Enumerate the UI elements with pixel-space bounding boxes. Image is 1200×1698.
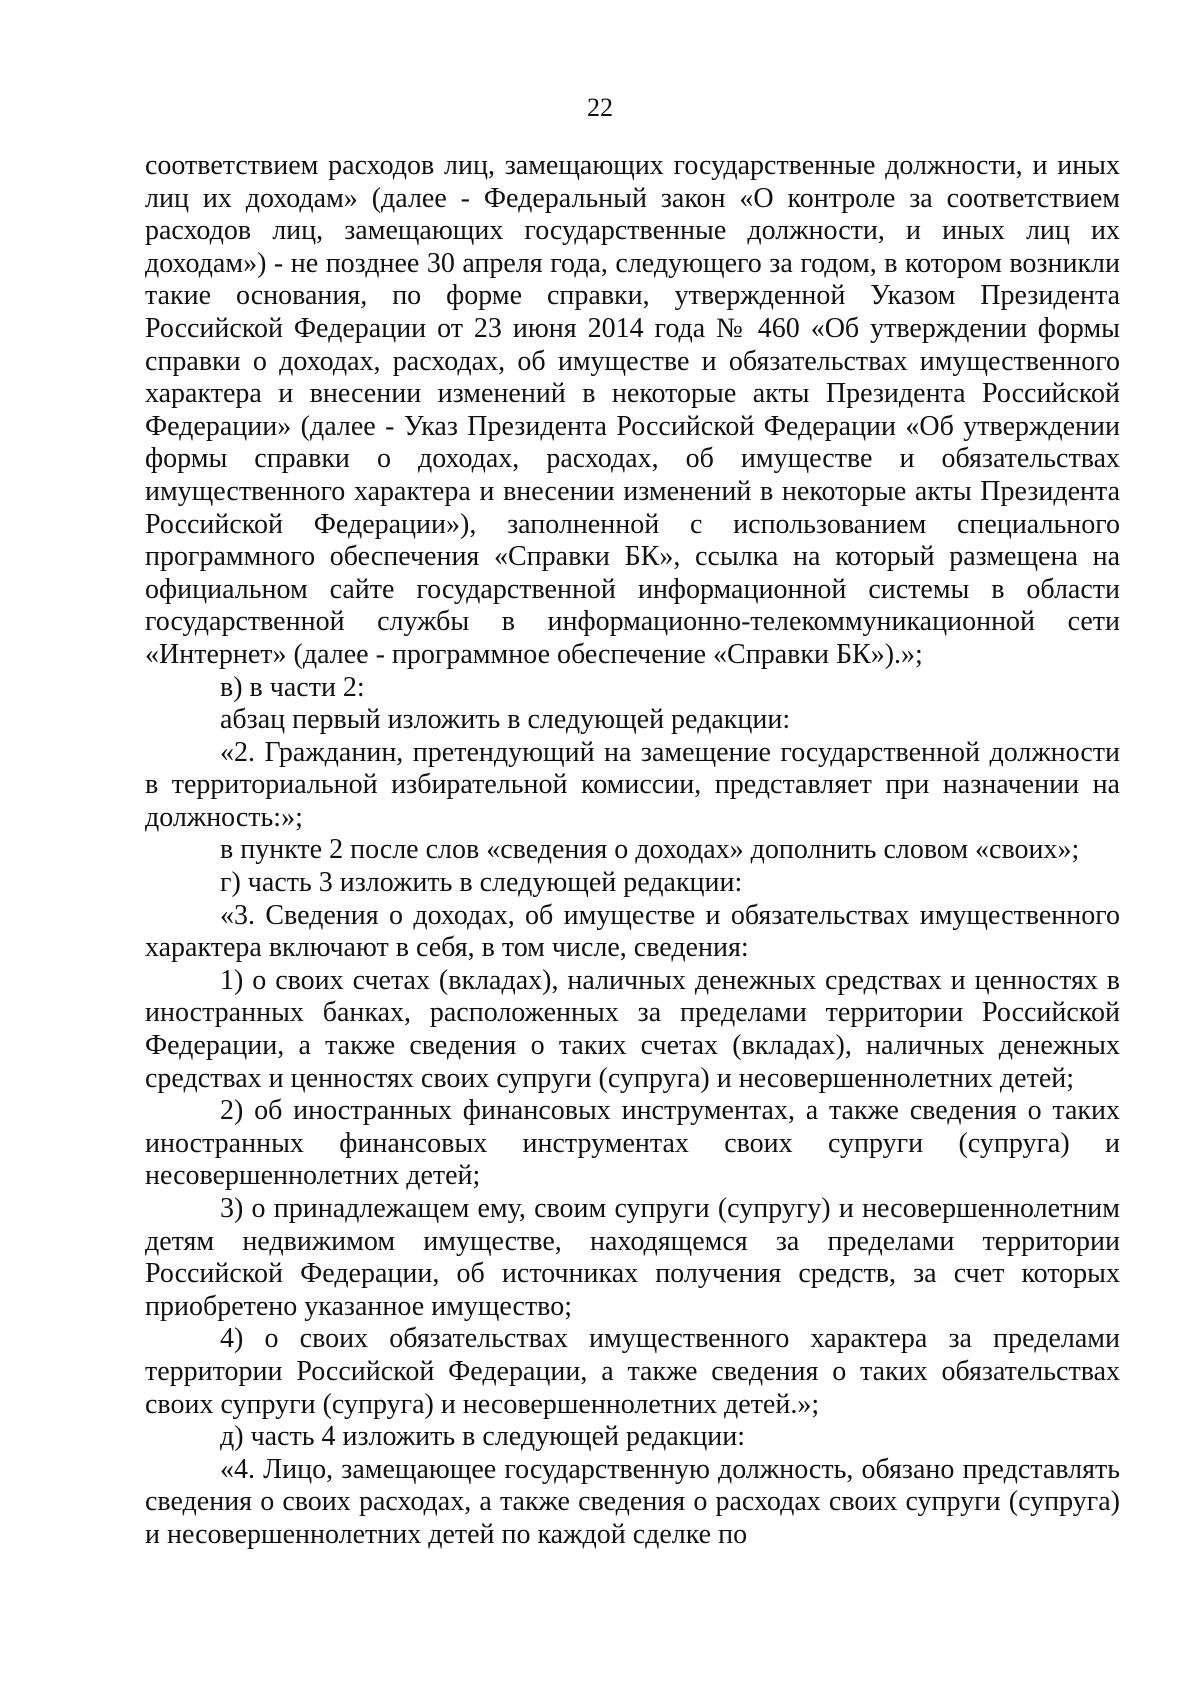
paragraph-abzac-first: абзац первый изложить в следующей редакции: xyxy=(220,704,791,736)
paragraph-subitem-1: 1) о своих счетах (вкладах), наличных денежных средствах и ценностях в иностранных банках, расположенных за пределами территории Российской Федерации, а также сведения о таких счетах (вкладах), наличных денежных средствах и ценностях своих супруги (супруга) и несовершеннолетних детей; xyxy=(145,964,1120,1094)
document-body xyxy=(145,150,1120,1552)
paragraph-quote-2: «2. Гражданин, претендующий на замещение государственной должности в территориальной избирательной комиссии, представляет при назначении на должность:»; xyxy=(145,736,1120,833)
paragraph-item-g: г) часть 3 изложить в следующей редакции: xyxy=(220,867,743,899)
paragraph-quote-3: «3. Сведения о доходах, об имуществе и обязательствах имущественного характера включают в себя, в том числе, сведения: xyxy=(145,899,1120,964)
paragraph-quote-4: «4. Лицо, замещающее государственную должность, обязано представлять сведения о своих расходах, а также сведения о расходах своих супруги (супруга) и несовершеннолетних детей по каждой сделке по xyxy=(145,1453,1120,1550)
paragraph-subitem-4: 4) о своих обязательствах имущественного характера за пределами территории Российской Федерации, а также сведения о таких обязательствах своих супруги (супруга) и несовершеннолетних детей.»; xyxy=(145,1323,1120,1420)
paragraph-subitem-3: 3) о принадлежащем ему, своим супруги (супругу) и несовершеннолетним детям недвижимом имуществе, находящемся за пределами территории Российской Федерации, об источниках получения средств, за счет которых приобретено указанное имущество; xyxy=(145,1193,1120,1322)
paragraph-punkt-2: в пункте 2 после слов «сведения о доходах» дополнить словом «своих»; xyxy=(220,834,1080,866)
paragraph-continuation: соответствием расходов лиц, замещающих государственные должности, и иных лиц их доходам» (далее - Федеральный закон «О контроле за соответствием расходов лиц, замещающих государственные должности, и иных лиц их доходам») - не позднее 30 апреля года, следующего за годом, в котором возникли такие основания, по форме справки, утвержденной Указом Президента Российской Федерации от 23 июня 2014 года № 460 «Об утверждении формы справки о доходах, расходах, об имуществе и обязательствах имущественного характера и внесении изменений в некоторые акты Президента Российской Федерации» (далее - Указ Президента Российской Федерации «Об утверждении формы справки о доходах, расходах, об имуществе и обязательствах имущественного характера и внесении изменений в некоторые акты Президента Российской Федерации»), заполненной с использованием специального программного обеспечения «Справки БК», ссылка на который размещена на официальном сайте государственной информационной системы в области государственной службы в информационно-телекоммуникационной сети «Интернет» (далее - программное обеспечение «Справки БК»).»; xyxy=(145,150,1120,670)
paragraph-item-d: д) часть 4 изложить в следующей редакции: xyxy=(220,1421,746,1453)
paragraph-subitem-2: 2) об иностранных финансовых инструментах, а также сведения о таких иностранных финансовых инструментах своих супруги (супруга) и несовершеннолетних детей; xyxy=(145,1095,1120,1192)
page-number: 22 xyxy=(587,93,613,122)
paragraph-item-v: в) в части 2: xyxy=(220,671,365,703)
